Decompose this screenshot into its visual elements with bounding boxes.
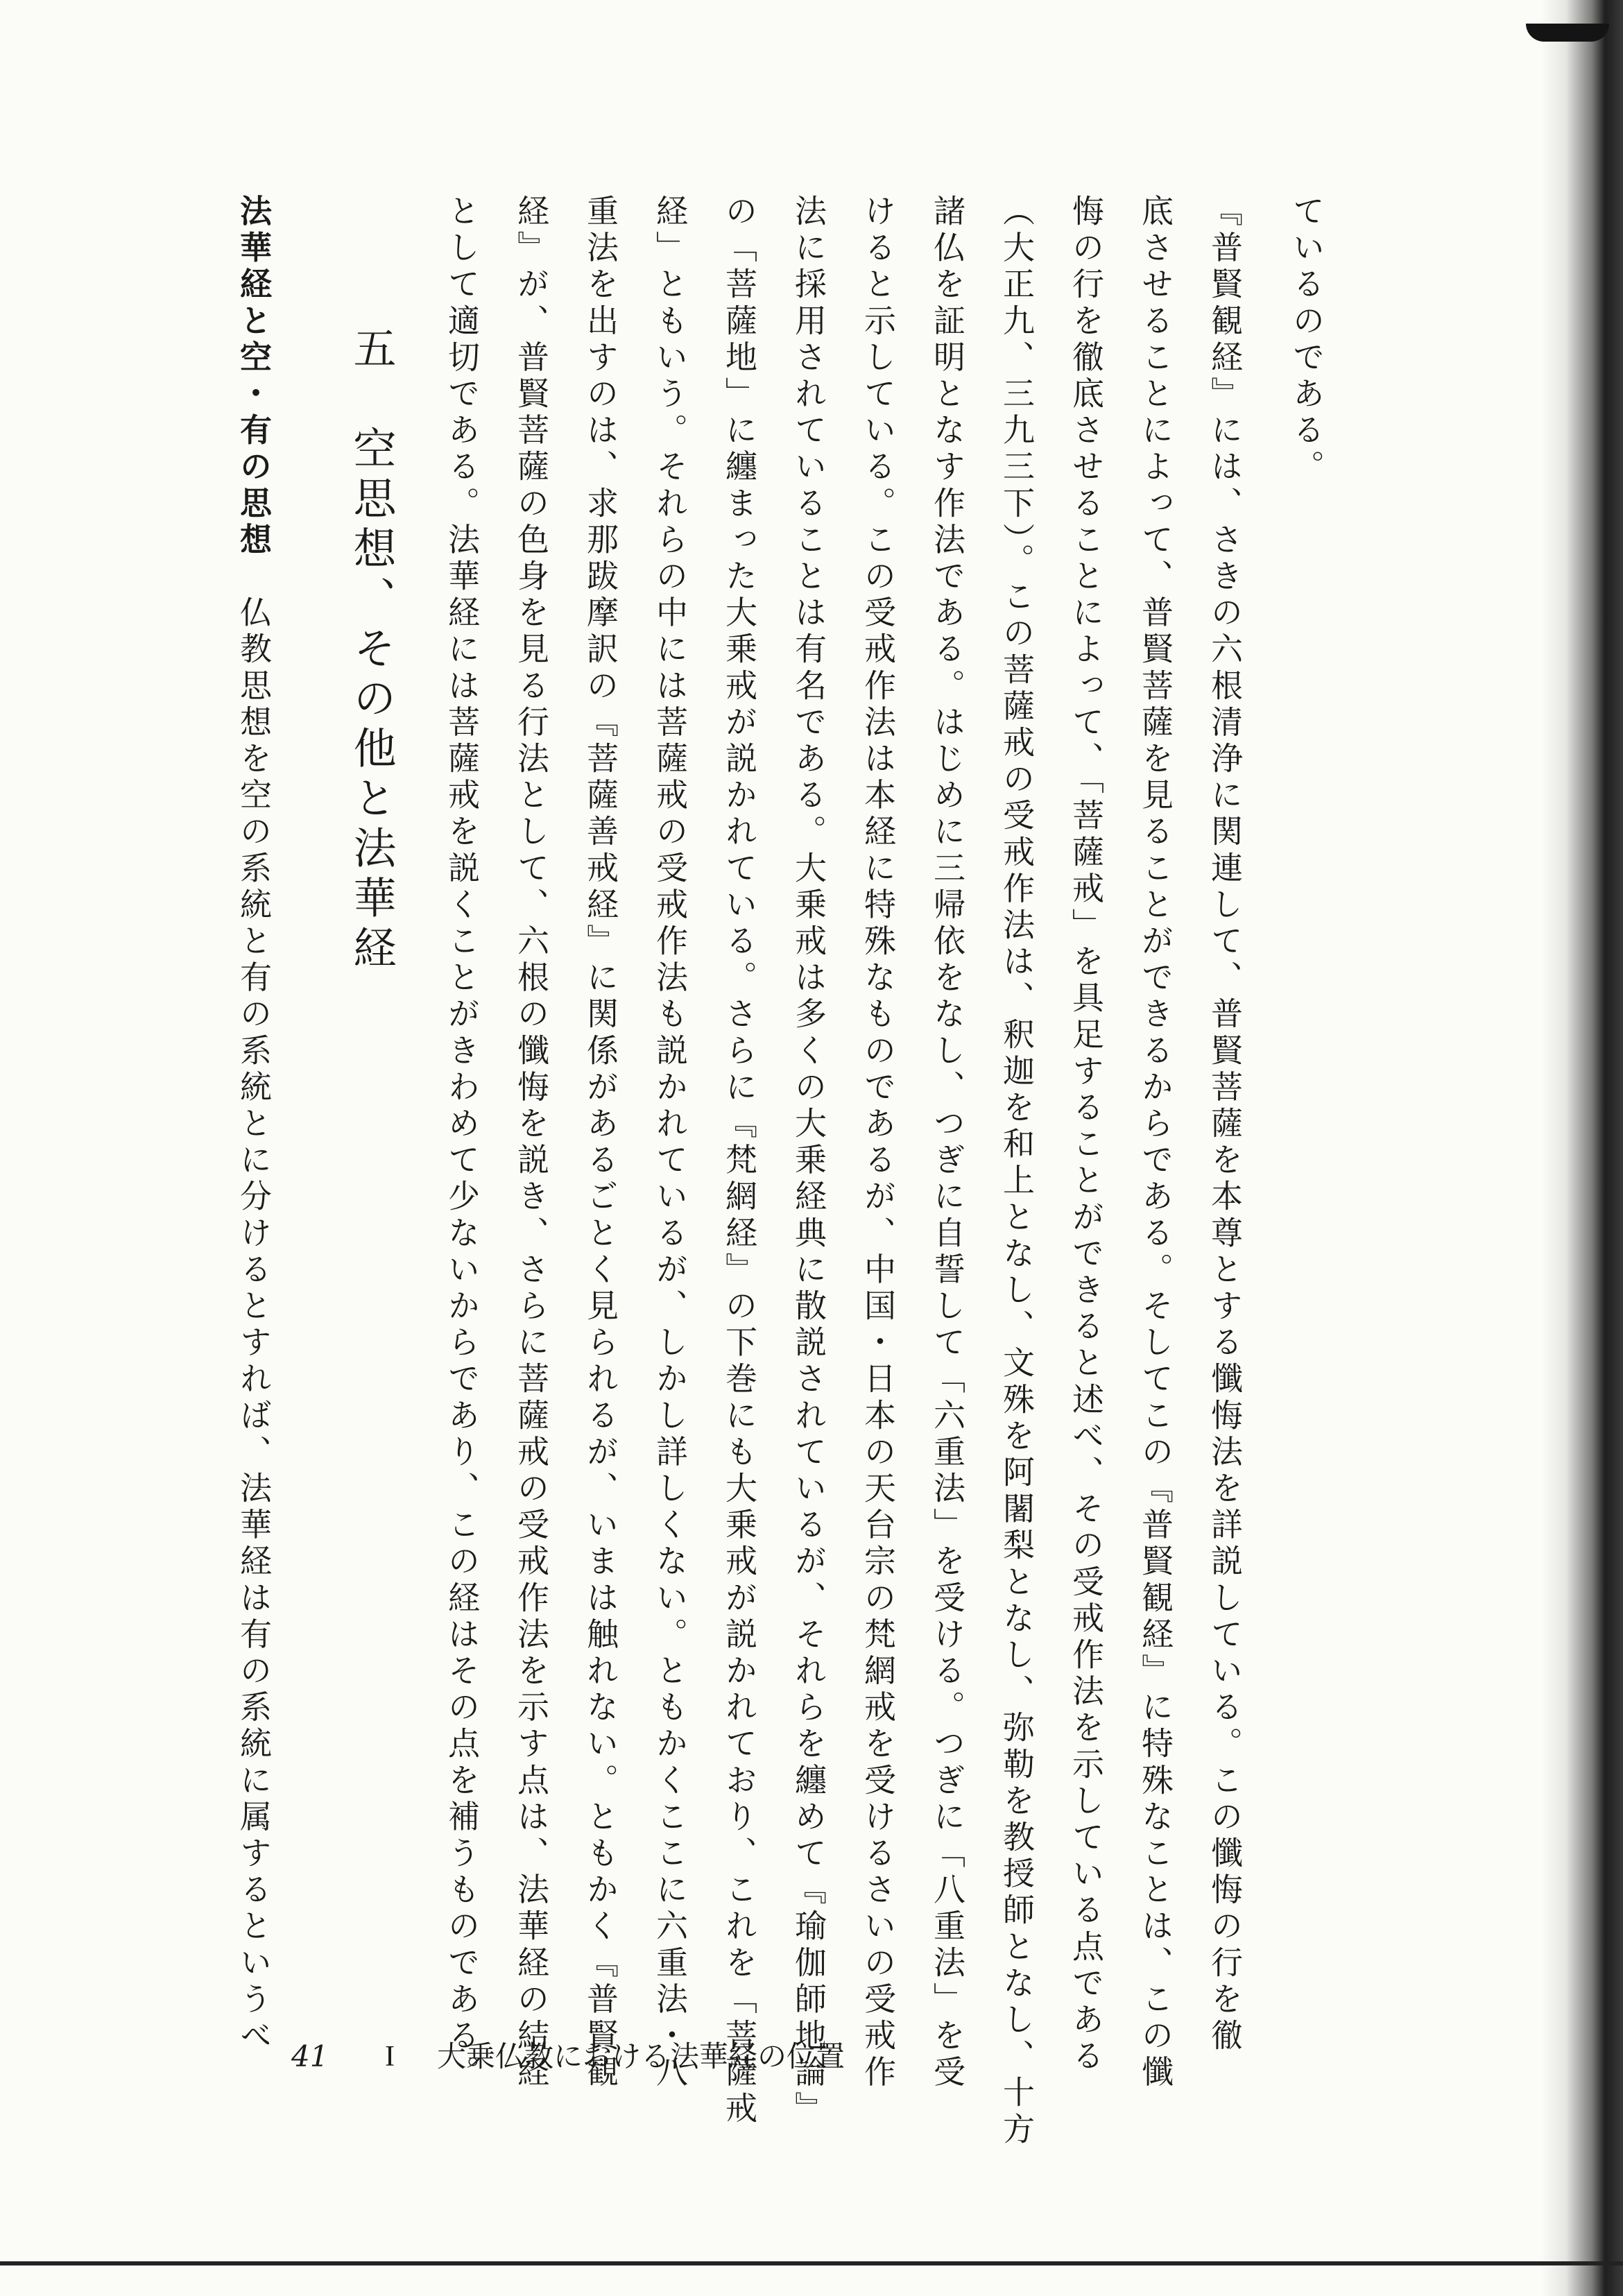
text-column: ているのである。 — [1288, 194, 1325, 486]
text-column: けると示している。この受戒作法は本経に特殊なものであるが、中国・日本の天台宗の梵網戒を受けるさいの受戒作 — [859, 194, 897, 2092]
text-column: 経」ともいう。それらの中には菩薩戒の受戒作法も説かれているが、しかし詳しくない。ともかくここに六重法・八 — [651, 194, 689, 2092]
text-column: として適切である。法華経には菩薩戒を説くことがきわめて少ないからであり、この経はその点を補うものである。 — [443, 194, 481, 2092]
subsection-column — [233, 194, 275, 2055]
running-chapter-title: 大乗仏教における法華経の位置 — [437, 2039, 845, 2073]
text-column: 悔の行を徹底させることによって、「菩薩戒」を具足することができると述べ、その受戒作法を示している点である — [1067, 194, 1105, 2076]
text-column: 重法を出すのは、求那跋摩訳の『菩薩善戒経』に関係があるごとく見られるが、いまは触れない。ともかく『普賢観 — [582, 194, 619, 2092]
text-column: の「菩薩地」に纏まった大乗戒が説かれている。さらに『梵網経』の下巻にも大乗戒が説かれており、これを「菩薩戒 — [721, 194, 758, 2128]
subsection-title: 法華経と空・有の思想 — [235, 194, 273, 559]
book-spine-cap — [1526, 24, 1609, 42]
text-column: 『普賢観経』には、さきの六根清浄に関連して、普賢菩薩を本尊とする懺悔法を詳説している。この懺悔の行を徹 — [1206, 194, 1244, 2055]
text-column: 法に採用されていることは有名である。大乗戒は多くの大乗経典に散説されているが、それらを纏めて『瑜伽師地論』 — [790, 194, 827, 2128]
book-spine-shadow — [1541, 0, 1623, 2296]
text-column: 諸仏を証明となす作法である。はじめに三帰依をなし、つぎに自誓して「六重法」を受ける。つぎに「八重法」を受 — [929, 194, 966, 2092]
subsection-text: 仏教思想を空の系統と有の系統とに分けるとすれば、法華経は有の系統に属するというべ — [235, 595, 273, 2055]
chapter-mark: I — [385, 2041, 395, 2073]
bottom-edge-rule — [0, 2261, 1623, 2265]
text-column: 底させることによって、普賢菩薩を見ることができるからである。そしてこの『普賢観経』に特殊なことは、この懺 — [1137, 194, 1174, 2092]
page-number: 41 — [291, 2039, 329, 2073]
text-column: （大正九、三九三下）。この菩薩戒の受戒作法は、釈迦を和上となし、文殊を阿闍梨となし、弥勒を教授師となし、十方 — [998, 194, 1036, 2149]
section-heading: 五 空思想、その他と法華経 — [346, 326, 397, 975]
text-column: 経』が、普賢菩薩の色身を見る行法として、六根の懺悔を説き、さらに菩薩戒の受戒作法を示す点は、法華経の結経 — [513, 194, 550, 2092]
